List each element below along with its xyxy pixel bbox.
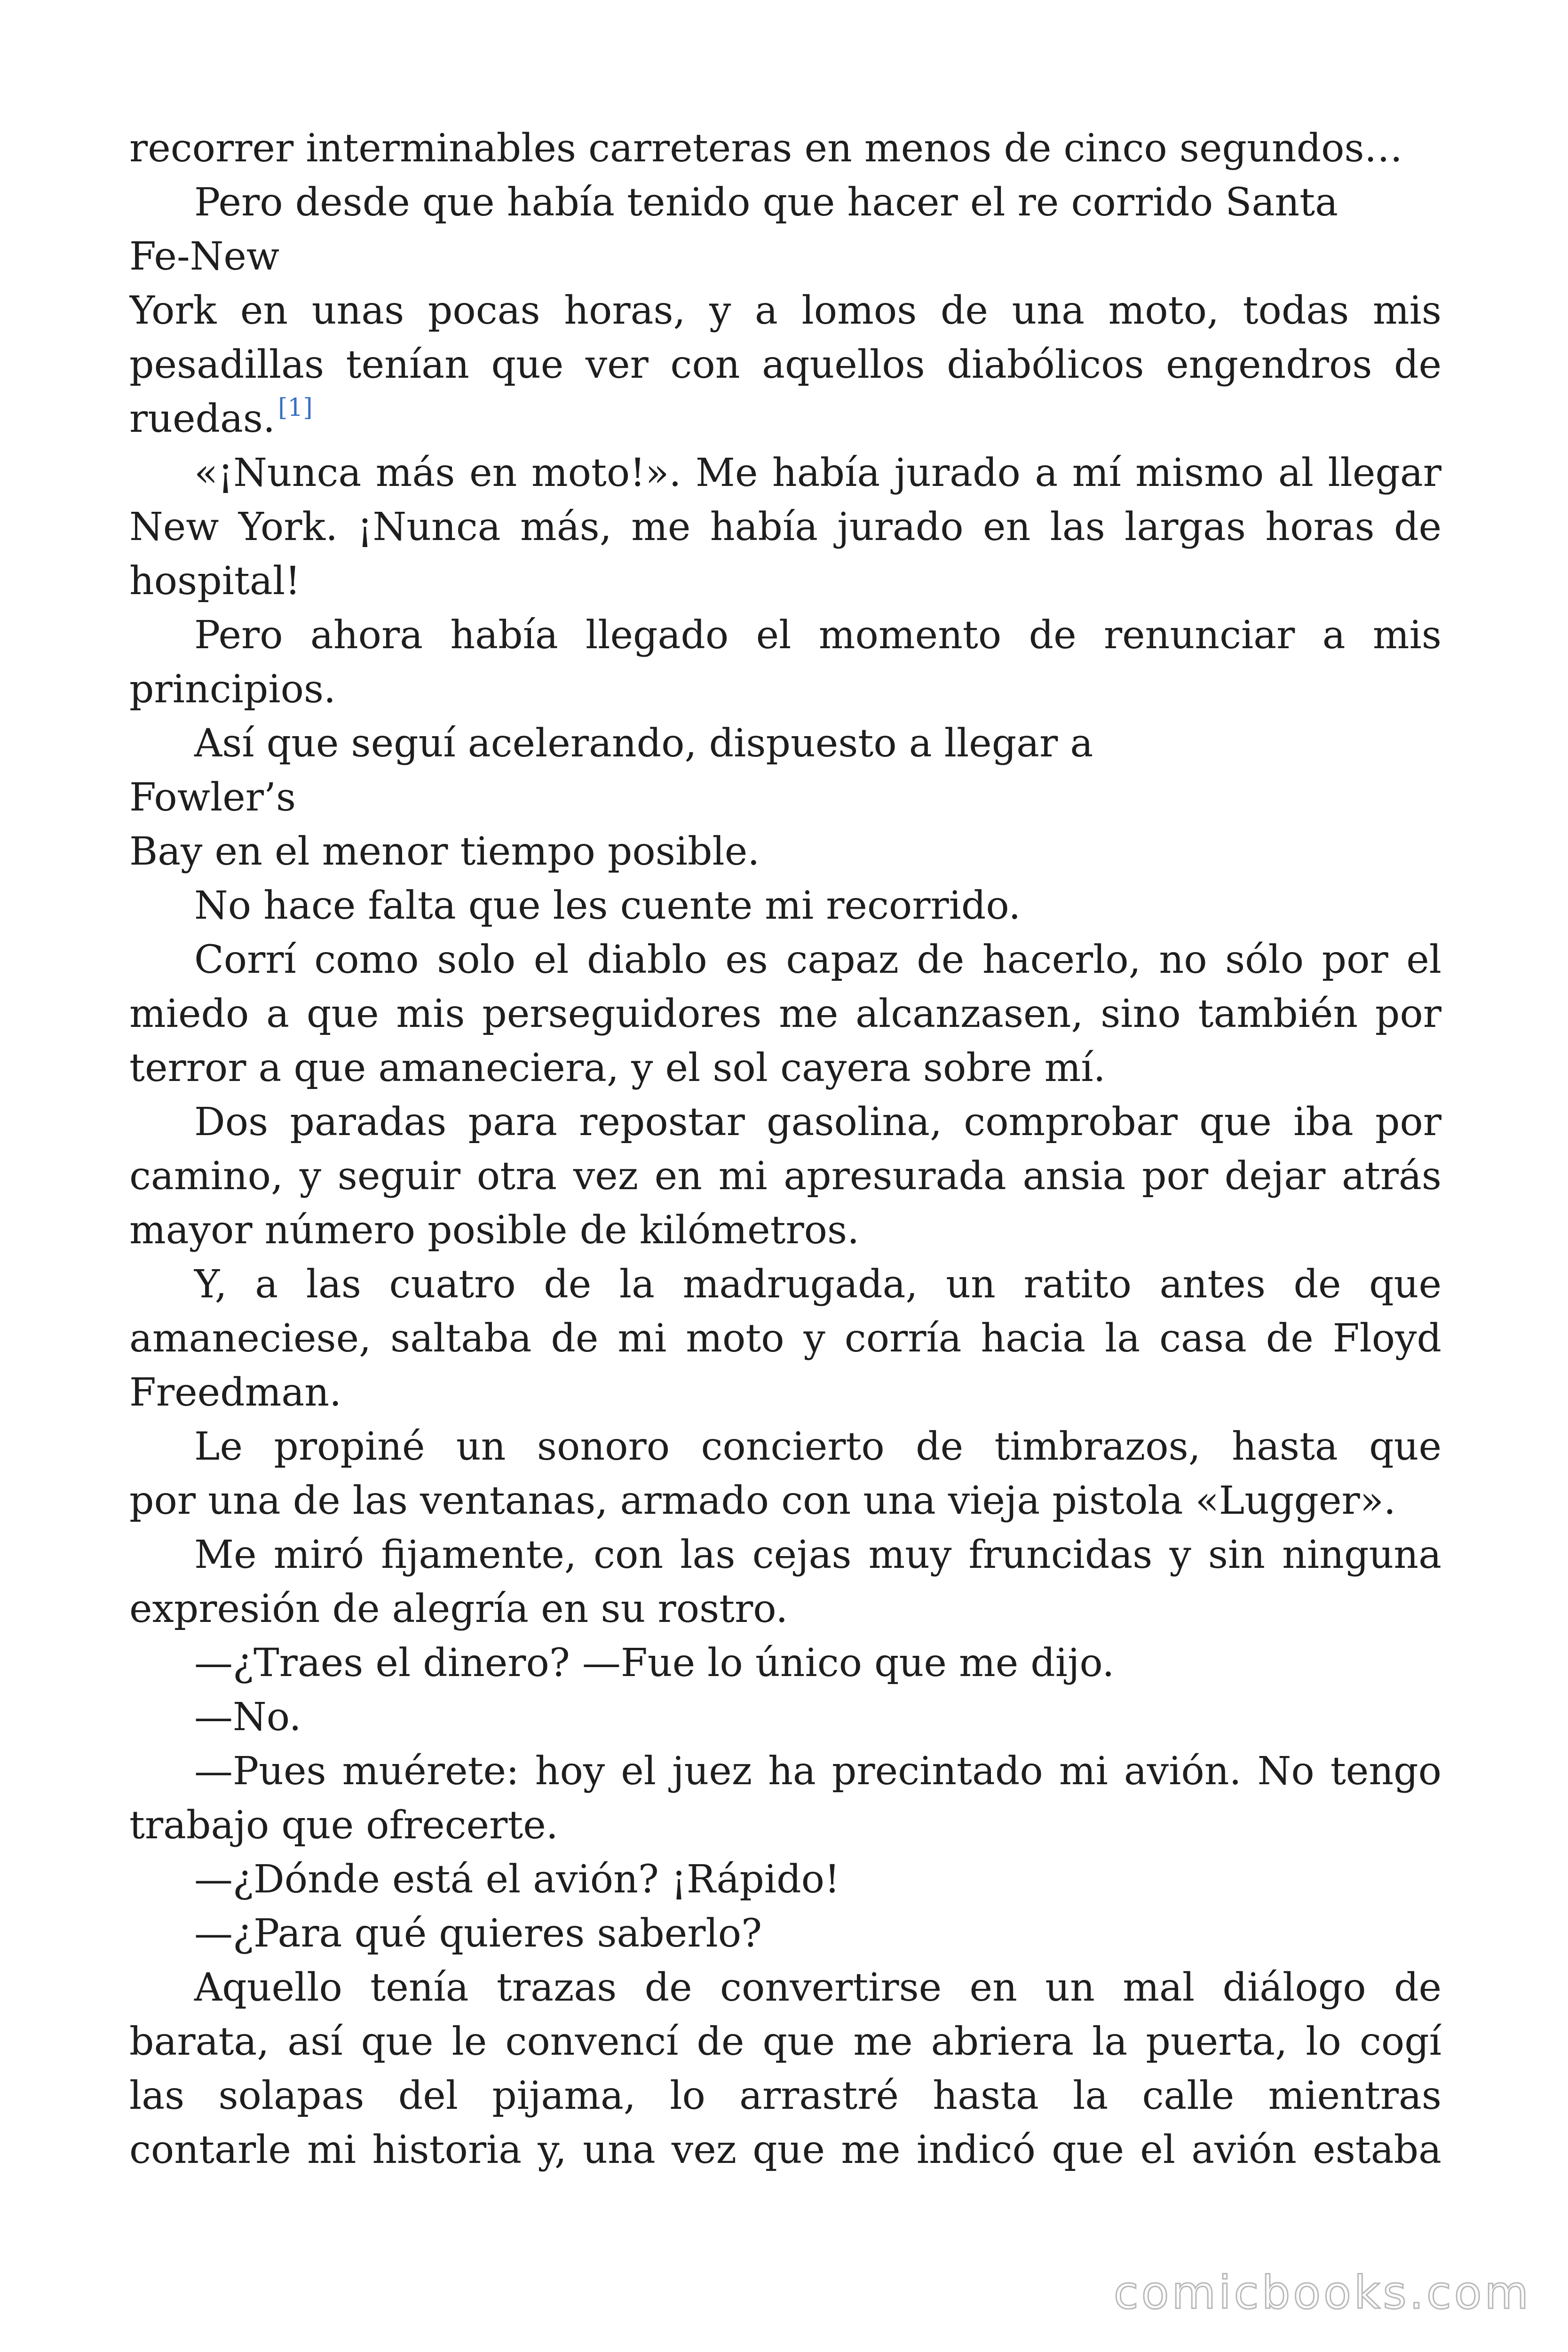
text-line <box>129 716 1441 771</box>
text-line-content: las solapas del pijama, lo arrastré hasta la calle mientras <box>129 2074 1441 2118</box>
text-line-content: trabajo que ofrecerte. <box>129 1803 558 1848</box>
text-line <box>129 1203 1441 1257</box>
text-line <box>129 175 1441 230</box>
text-line <box>129 771 1441 825</box>
text-line <box>129 392 1441 446</box>
text-line-content: expresión de alegría en su rostro. <box>129 1587 788 1631</box>
text-line-content: camino, y seguir otra vez en mi apresurada ansia por dejar atrás <box>129 1154 1441 1199</box>
text-line-content: amaneciese, saltaba de mi moto y corría hacia la casa de Floyd <box>129 1316 1441 1361</box>
text-line-content: —No. <box>194 1695 301 1740</box>
text-line <box>129 1420 1441 1474</box>
text-line-content: Bay en el menor tiempo posible. <box>129 829 760 874</box>
text-line <box>129 338 1441 392</box>
text-line-content: barata, así que le convencí de que me abriera la puerta, lo cogí <box>129 2019 1441 2064</box>
text-line-content: contarle mi historia y, una vez que me indicó que el avión estaba <box>129 2128 1441 2172</box>
text-line-content: York en unas pocas horas, y a lomos de una moto, todas mis <box>129 288 1441 333</box>
watermark: comicbooks.com <box>1113 2266 1531 2319</box>
text-line-content: Aquello tenía trazas de convertirse en un mal diálogo de <box>194 1965 1441 2010</box>
text-line-content: miedo a que mis perseguidores me alcanzasen, sino también por <box>129 992 1441 1036</box>
text-line <box>129 1907 1441 1961</box>
text-line-content: ruedas. <box>129 397 276 441</box>
text-line <box>129 1257 1441 1311</box>
text-line-content: Le propiné un sonoro concierto de timbrazos, hasta que <box>194 1424 1441 1469</box>
text-line <box>129 2015 1441 2069</box>
text-line-content: Fe-New <box>129 234 280 279</box>
text-line <box>129 1528 1441 1582</box>
text-line <box>129 121 1441 175</box>
text-line-content: —¿Traes el dinero? —Fue lo único que me dijo. <box>194 1641 1115 1685</box>
text-line <box>129 446 1441 500</box>
text-line <box>129 1744 1441 1798</box>
text-line-content: Pero desde que había tenido que hacer el re corrido Santa <box>194 180 1338 225</box>
book-page-text <box>129 121 1441 2177</box>
text-line <box>129 1636 1441 1690</box>
text-line <box>129 987 1441 1041</box>
text-line-content: Corrí como solo el diablo es capaz de hacerlo, no sólo por el <box>194 938 1441 982</box>
text-line-content: —Pues muérete: hoy el juez ha precintado mi avión. No tengo <box>194 1749 1441 1794</box>
text-line <box>129 1041 1441 1095</box>
text-line-content: New York. ¡Nunca más, me había jurado en las largas horas de <box>129 505 1441 549</box>
text-line-content: «¡Nunca más en moto!». Me había jurado a mí mismo al llegar <box>194 451 1441 495</box>
text-line <box>129 554 1441 608</box>
text-line <box>129 608 1441 662</box>
text-line <box>129 1149 1441 1203</box>
text-line <box>129 2069 1441 2123</box>
text-line <box>129 933 1441 987</box>
text-line <box>129 1961 1441 2015</box>
footnote-link[interactable]: [1] <box>278 394 313 422</box>
text-line-content: hospital! <box>129 559 301 604</box>
text-line-content: principios. <box>129 667 336 712</box>
text-line <box>129 1852 1441 1907</box>
text-line-content: mayor número posible de kilómetros. <box>129 1208 860 1253</box>
text-line-content: No hace falta que les cuente mi recorrido. <box>194 883 1021 928</box>
text-line-content: Dos paradas para repostar gasolina, comprobar que iba por <box>194 1100 1441 1144</box>
text-line-content: —¿Dónde está el avión? ¡Rápido! <box>194 1857 840 1902</box>
text-line <box>129 2123 1441 2177</box>
text-line-content: terror a que amaneciera, y el sol cayera sobre mí. <box>129 1046 1106 1090</box>
text-line <box>129 1474 1441 1528</box>
text-line-content: Me miró fijamente, con las cejas muy fruncidas y sin ninguna <box>194 1533 1441 1577</box>
text-line <box>129 500 1441 554</box>
text-line-content: —¿Para qué quieres saberlo? <box>194 1911 762 1956</box>
text-line <box>129 1095 1441 1149</box>
text-line-content: recorrer interminables carreteras en menos de cinco segundos… <box>129 126 1403 171</box>
text-line <box>129 1798 1441 1852</box>
text-line-content: Fowler’s <box>129 775 296 820</box>
text-line <box>129 284 1441 338</box>
text-line <box>129 825 1441 879</box>
text-line-content: Pero ahora había llegado el momento de renunciar a mis <box>194 613 1441 658</box>
text-line-content: por una de las ventanas, armado con una vieja pistola «Lugger». <box>129 1478 1396 1523</box>
text-line <box>129 1366 1441 1420</box>
text-line <box>129 662 1441 716</box>
text-line <box>129 1311 1441 1366</box>
text-line <box>129 230 1441 284</box>
text-line-content: Freedman. <box>129 1370 342 1415</box>
text-line-content: pesadillas tenían que ver con aquellos diabólicos engendros de <box>129 342 1441 387</box>
text-line <box>129 879 1441 933</box>
text-line-content: Y, a las cuatro de la madrugada, un ratito antes de que <box>194 1262 1441 1307</box>
text-line <box>129 1582 1441 1636</box>
text-line <box>129 1690 1441 1744</box>
text-line-content: Así que seguí acelerando, dispuesto a llegar a <box>194 721 1093 766</box>
